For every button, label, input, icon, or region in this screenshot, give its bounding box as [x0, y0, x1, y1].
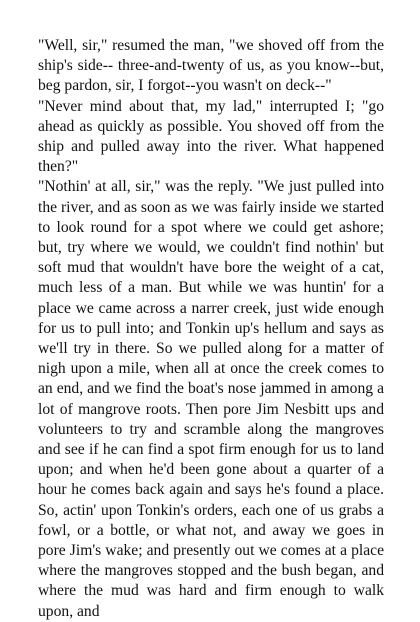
paragraph-nothin-at-all: "Nothin' at all, sir," was the reply. "We just pulled into the river, and as soon as we was fairly inside we started to look round for a spot where we could get ashore; but, try where we would, we couldn't find nothin' but soft mud that wouldn't have bore the weight of a cat, much less of a man. But while we was huntin' for a place we came across a narrer creek, just wide enough for us to pull into; and Tonkin up's hellum and says as we'll try in there. So we pulled along for a matter of nigh upon a mile, when all at once the creek comes to an end, and we find the boat's nose jammed in among a lot of mangrove roots. Then pore Jim Nesbitt ups and volunteers to try and scramble along the mangroves and see if he can find a spot firm enough for us to land upon; and when he'd been gone about a quarter of a hour he comes back again and says he's found a place. So, actin' upon Tonkin's orders, each one of us grabs a fowl, or a bottle, or what not, and away we goes in pore Jim's wake; and presently out we comes at a place where the mangroves stopped and the bush began, and where the mud was hard and firm enough to walk upon, and — [38, 178, 384, 620]
paragraph-never-mind: "Never mind about that, my lad," interrupted I; "go ahead as quickly as possible. You shoved off from the ship and pulled away into the river. What happened then?" — [38, 97, 384, 176]
paragraph-resumed-the-man: "Well, sir," resumed the man, "we shoved off from the ship's side-- three-and-twenty of us, as you know--but, beg pardon, sir, I forgot--you wasn't on deck--" — [38, 37, 384, 95]
page-text — [38, 36, 384, 622]
